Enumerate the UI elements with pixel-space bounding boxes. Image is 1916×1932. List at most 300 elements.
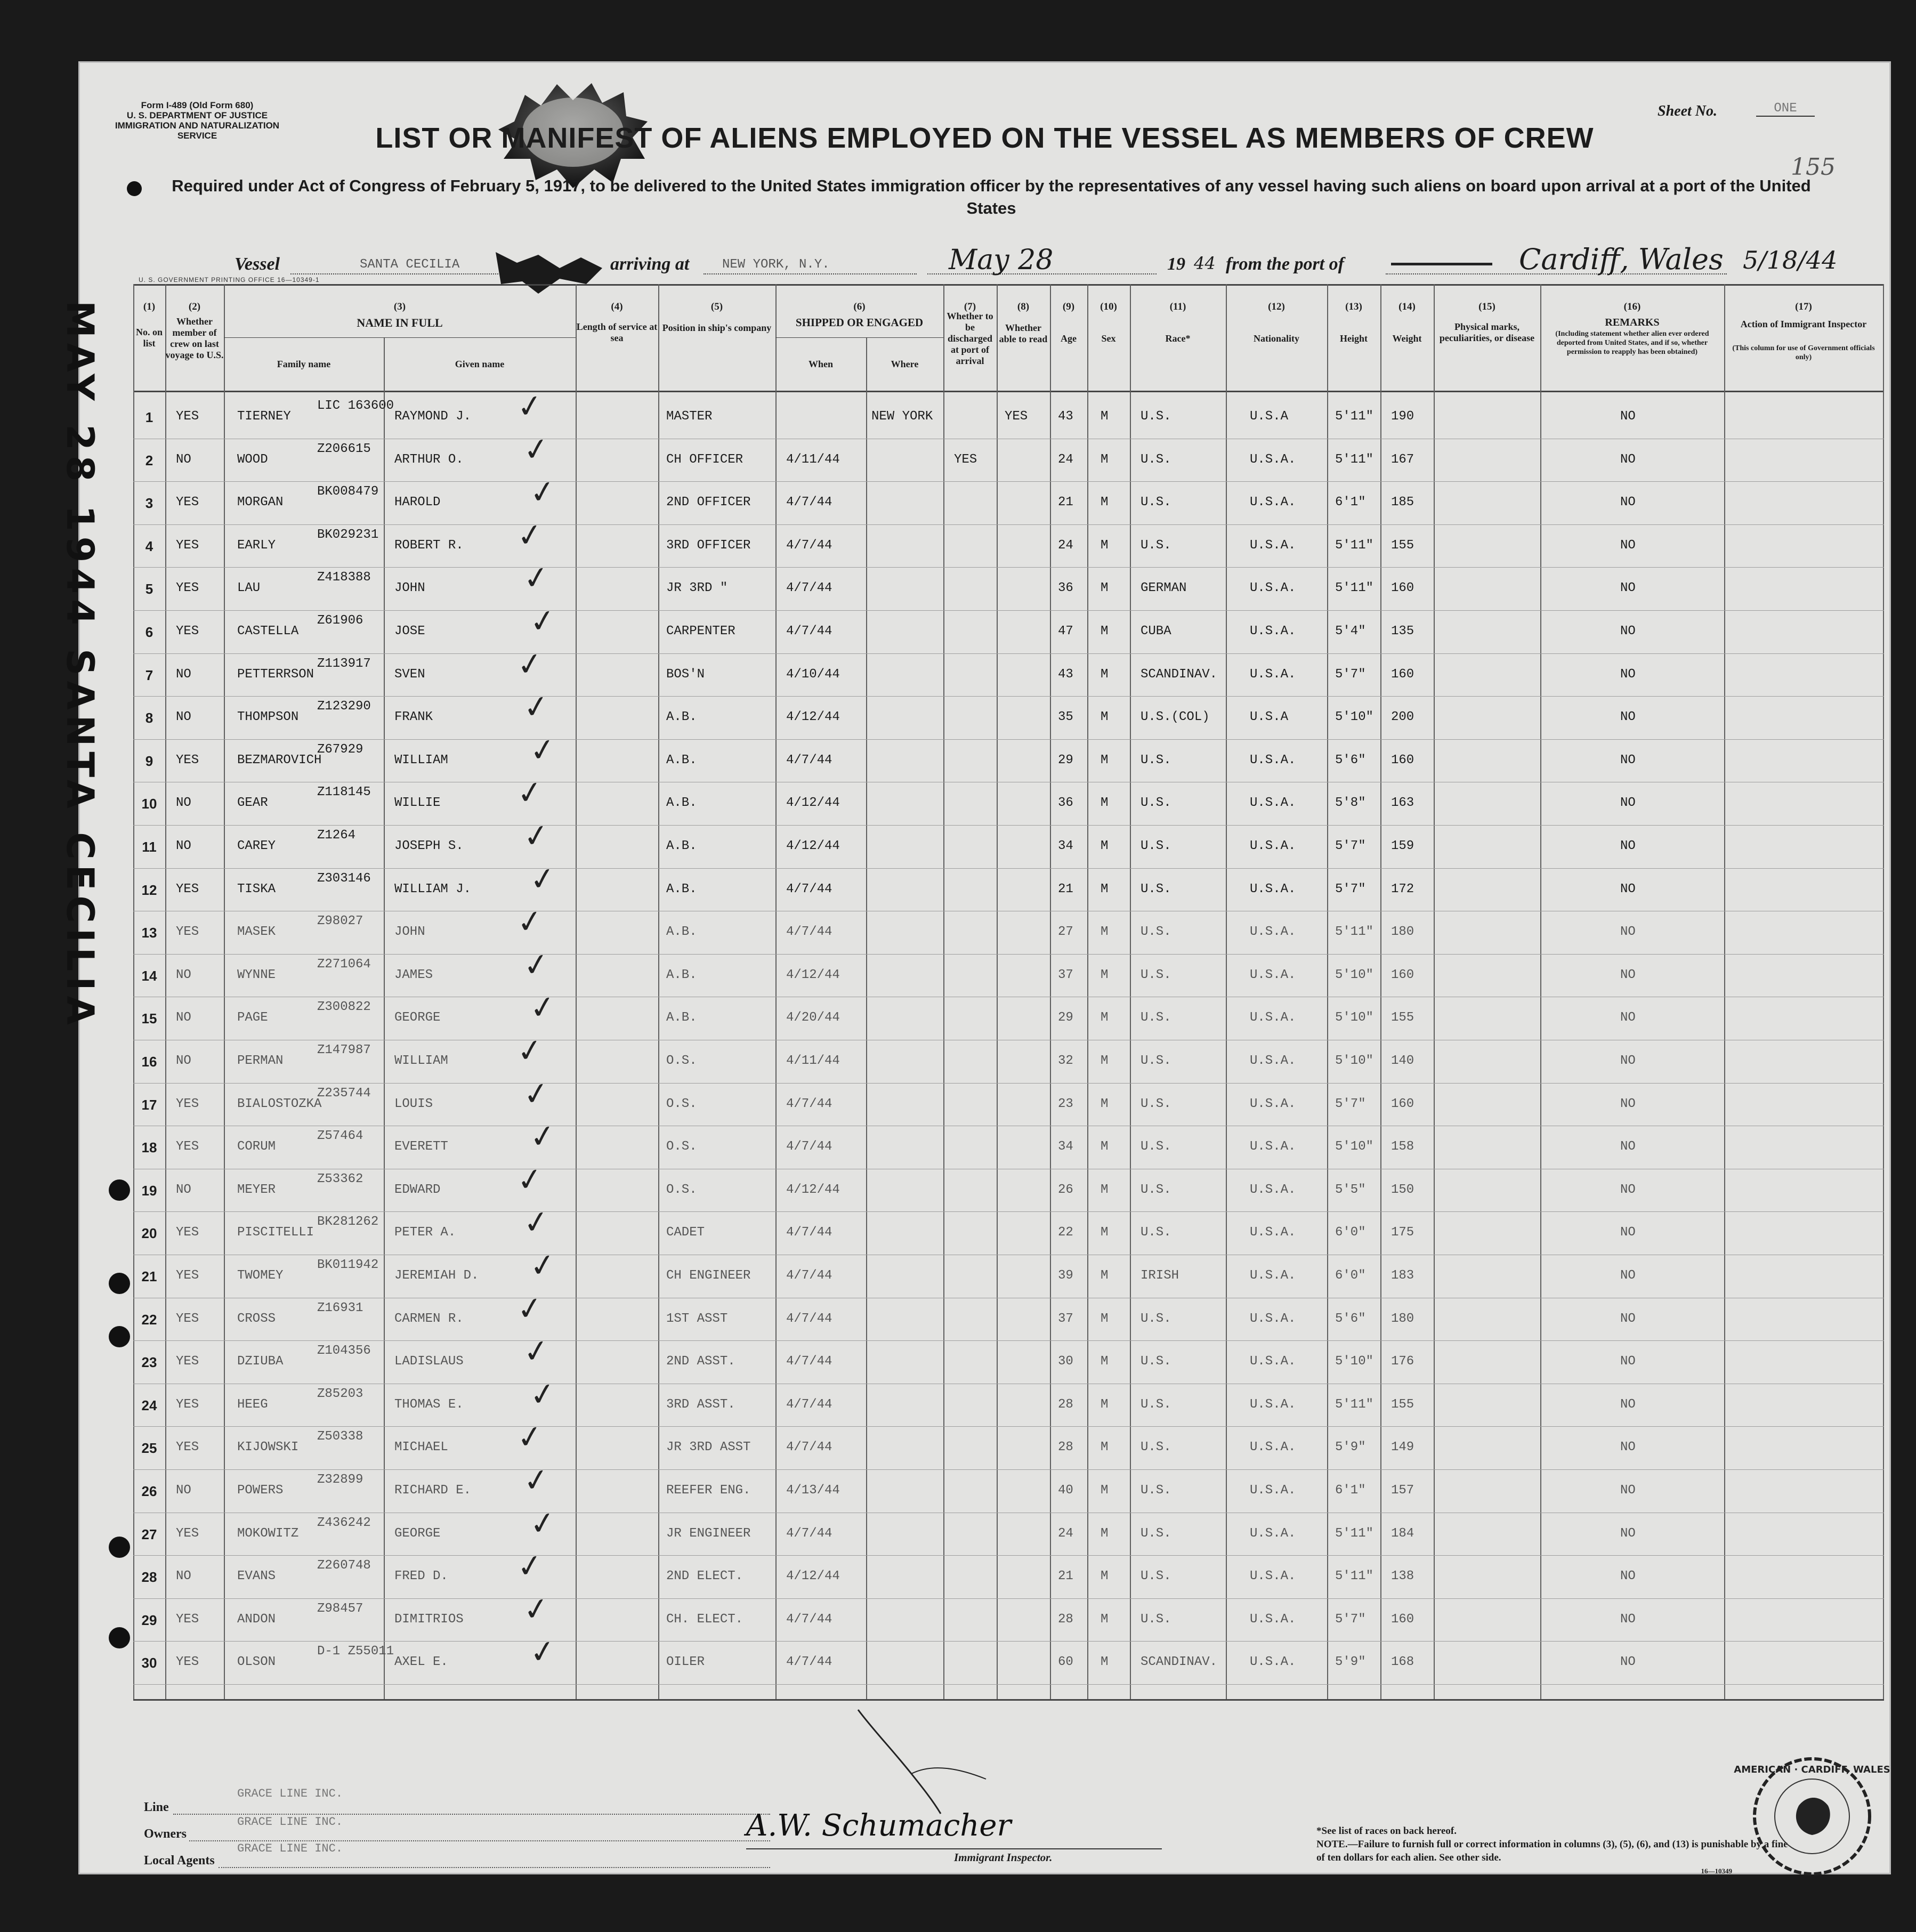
agents-value: GRACE LINE INC.: [237, 1842, 343, 1855]
given-name-cell: JOHN: [394, 925, 425, 940]
height-cell: 5'8": [1335, 796, 1366, 811]
position-cell: REEFER ENG.: [666, 1483, 751, 1498]
remarks-cell: NO: [1620, 710, 1636, 725]
header-discharged: Whether to be discharged at port of arrival: [947, 311, 993, 366]
book-number-cell: Z53362: [317, 1171, 363, 1186]
manifest-sheet: [58, 63, 1890, 1875]
checkmark-icon: ✓: [514, 773, 546, 813]
age-cell: 40: [1058, 1483, 1073, 1498]
height-cell: 6'0": [1335, 1268, 1366, 1283]
remarks-cell: NO: [1620, 1139, 1636, 1154]
header-where: Where: [891, 359, 919, 369]
book-number-cell: LIC 163600: [317, 399, 394, 413]
row-number-cell: 5: [145, 581, 153, 597]
height-cell: 5'6": [1335, 753, 1366, 767]
shipped-when-cell: 4/7/44: [786, 1225, 832, 1240]
year-suffix: 44: [1194, 253, 1216, 273]
race-cell: U.S.: [1141, 1011, 1171, 1025]
position-cell: A.B.: [666, 796, 697, 811]
age-cell: 30: [1058, 1354, 1073, 1369]
shipped-when-cell: 4/7/44: [786, 495, 832, 510]
sex-cell: M: [1101, 1612, 1109, 1627]
book-number-cell: Z300822: [317, 1000, 371, 1015]
header-action-note: (This column for use of Government officials only): [1732, 344, 1875, 361]
age-cell: 43: [1058, 409, 1073, 424]
race-cell: CUBA: [1141, 624, 1171, 638]
owners-rule: [189, 1840, 770, 1841]
given-name-cell: FRANK: [394, 710, 433, 725]
checkmark-icon: ✓: [514, 644, 546, 684]
checkmark-icon: ✓: [521, 944, 552, 984]
race-cell: U.S.: [1141, 882, 1171, 896]
binder-hole: [109, 1179, 130, 1201]
table-row-rule: [133, 1469, 1884, 1470]
height-cell: 5'10": [1335, 967, 1374, 982]
row-number-cell: 16: [141, 1054, 157, 1070]
weight-cell: 160: [1391, 753, 1414, 767]
race-cell: U.S.: [1141, 1225, 1171, 1240]
last-voyage-cell: YES: [176, 538, 199, 553]
footer-note: [1316, 1824, 1796, 1878]
arriving-label: arriving at: [610, 254, 690, 274]
family-name-cell: BIALOSTOZKA: [237, 1096, 322, 1111]
family-name-cell: CASTELLA: [237, 624, 299, 638]
nationality-cell: U.S.A.: [1250, 1054, 1296, 1068]
given-name-cell: JOSEPH S.: [394, 839, 464, 853]
nationality-cell: U.S.A.: [1250, 495, 1296, 510]
col-rule: [1434, 284, 1435, 1699]
col-rule: [943, 284, 944, 1699]
nationality-cell: U.S.A.: [1250, 1526, 1296, 1541]
family-name-cell: MOKOWITZ: [237, 1526, 299, 1541]
position-cell: 3RD OFFICER: [666, 538, 751, 553]
height-cell: 6'1": [1335, 495, 1366, 510]
last-voyage-cell: YES: [176, 1526, 199, 1541]
remarks-cell: NO: [1620, 753, 1636, 767]
sex-cell: M: [1101, 1397, 1109, 1412]
checkmark-icon: ✓: [514, 1159, 546, 1199]
age-cell: 27: [1058, 925, 1073, 940]
header-weight: Weight: [1392, 333, 1422, 344]
shipped-when-cell: 4/10/44: [786, 667, 840, 682]
weight-cell: 155: [1391, 538, 1414, 553]
book-number-cell: Z118145: [317, 785, 371, 800]
age-cell: 21: [1058, 882, 1073, 896]
height-cell: 5'10": [1335, 1354, 1374, 1369]
height-cell: 5'7": [1335, 1096, 1366, 1111]
family-name-cell: WOOD: [237, 452, 268, 467]
family-name-cell: KIJOWSKI: [237, 1440, 299, 1455]
given-name-cell: DIMITRIOS: [394, 1612, 464, 1627]
race-cell: SCANDINAV.: [1141, 667, 1218, 682]
col-rule: [384, 337, 385, 1699]
form-service-line: IMMIGRATION AND NATURALIZATION SERVICE: [115, 120, 280, 141]
position-cell: 2ND ASST.: [666, 1354, 735, 1369]
struck-out-port: [1391, 263, 1492, 265]
height-cell: 5'4": [1335, 624, 1366, 638]
family-name-cell: POWERS: [237, 1483, 284, 1498]
book-number-cell: BK029231: [317, 527, 379, 542]
family-name-cell: THOMPSON: [237, 710, 299, 725]
col-rule: [1724, 284, 1725, 1699]
family-name-cell: GEAR: [237, 796, 268, 811]
book-number-cell: Z67929: [317, 742, 363, 757]
weight-cell: 160: [1391, 967, 1414, 982]
sex-cell: M: [1101, 452, 1109, 467]
remarks-cell: NO: [1620, 796, 1636, 811]
row-number-cell: 17: [141, 1096, 157, 1113]
discharged-cell: YES: [954, 452, 977, 467]
col-number: (1): [143, 301, 156, 312]
table-row-rule: [133, 1426, 1884, 1427]
table-top-rule: [133, 284, 1884, 286]
position-cell: CH. ELECT.: [666, 1612, 743, 1627]
races-note: *See list of races on back hereof.: [1316, 1825, 1457, 1837]
row-number-cell: 6: [145, 624, 153, 640]
race-cell: U.S.: [1141, 1440, 1171, 1455]
weight-cell: 160: [1391, 667, 1414, 682]
height-cell: 5'11": [1335, 1397, 1374, 1412]
position-cell: A.B.: [666, 967, 697, 982]
height-cell: 6'0": [1335, 1225, 1366, 1240]
age-cell: 32: [1058, 1054, 1073, 1068]
table-row-rule: [133, 1083, 1884, 1084]
weight-cell: 155: [1391, 1397, 1414, 1412]
col-rule: [1050, 284, 1051, 1699]
form-id-line: Form I-489 (Old Form 680): [141, 100, 254, 110]
row-number-cell: 3: [145, 495, 153, 512]
family-name-cell: WYNNE: [237, 967, 276, 982]
row-number-cell: 1: [145, 409, 153, 425]
given-name-cell: JEREMIAH D.: [394, 1268, 479, 1283]
col-number: (13): [1345, 301, 1362, 312]
height-cell: 5'9": [1335, 1655, 1366, 1670]
row-number-cell: 9: [145, 753, 153, 769]
book-number-cell: Z235744: [317, 1086, 371, 1101]
header-position: Position in ship's company: [662, 322, 772, 333]
nationality-cell: U.S.A.: [1250, 1569, 1296, 1584]
name-subheader-rule: [224, 337, 576, 338]
nationality-cell: U.S.A.: [1250, 1440, 1296, 1455]
race-cell: U.S.: [1141, 1397, 1171, 1412]
line-value: GRACE LINE INC.: [237, 1787, 343, 1800]
col-rule: [658, 284, 659, 1699]
shipped-when-cell: 4/7/44: [786, 1139, 832, 1154]
age-cell: 24: [1058, 452, 1073, 467]
sex-cell: M: [1101, 796, 1109, 811]
given-name-cell: GEORGE: [394, 1526, 441, 1541]
checkmark-icon: ✓: [527, 988, 559, 1028]
age-cell: 34: [1058, 1139, 1073, 1154]
book-number-cell: Z147987: [317, 1043, 371, 1057]
nationality-cell: U.S.A.: [1250, 1354, 1296, 1369]
sex-cell: M: [1101, 1182, 1109, 1197]
book-number-cell: BK011942: [317, 1258, 379, 1272]
nationality-cell: U.S.A.: [1250, 796, 1296, 811]
header-physical-marks: Physical marks, peculiarities, or disease: [1439, 321, 1535, 343]
race-cell: U.S.: [1141, 1139, 1171, 1154]
table-row-rule: [133, 524, 1884, 525]
checkmark-icon: ✓: [527, 1374, 559, 1414]
family-name-cell: EARLY: [237, 538, 276, 553]
race-cell: SCANDINAV.: [1141, 1655, 1218, 1670]
nationality-cell: U.S.A: [1250, 710, 1289, 725]
weight-cell: 200: [1391, 710, 1414, 725]
shipped-when-cell: 4/12/44: [786, 967, 840, 982]
race-cell: U.S.: [1141, 796, 1171, 811]
row-number-cell: 8: [145, 710, 153, 726]
header-shipped: SHIPPED OR ENGAGED: [795, 316, 924, 329]
inspector-signature: A.W. Schumacher: [746, 1808, 1012, 1843]
penalty-note: NOTE.—Failure to furnish full or correct information in columns (3), (5), (6), and (13) is punishable by a fine of ten dollars for each alien. See other side.: [1316, 1839, 1788, 1863]
book-number-cell: Z85203: [317, 1386, 363, 1401]
position-cell: CH OFFICER: [666, 452, 743, 467]
race-cell: U.S.: [1141, 495, 1171, 510]
last-voyage-cell: NO: [176, 1182, 191, 1197]
col-number: (9): [1062, 301, 1075, 312]
from-port-label: from the port of: [1226, 254, 1344, 274]
table-row-rule: [133, 1211, 1884, 1212]
nationality-cell: U.S.A.: [1250, 1096, 1296, 1111]
family-name-cell: BEZMAROVICH: [237, 753, 322, 767]
given-name-cell: PETER A.: [394, 1225, 456, 1240]
family-name-cell: MEYER: [237, 1182, 276, 1197]
remarks-cell: NO: [1620, 1311, 1636, 1326]
col-number: (17): [1795, 301, 1812, 312]
weight-cell: 160: [1391, 581, 1414, 596]
age-cell: 60: [1058, 1655, 1073, 1670]
last-voyage-cell: NO: [176, 1569, 191, 1584]
position-cell: O.S.: [666, 1182, 697, 1197]
height-cell: 5'7": [1335, 1612, 1366, 1627]
nationality-cell: U.S.A.: [1250, 1011, 1296, 1025]
agents-rule: [219, 1867, 770, 1868]
book-number-cell: Z50338: [317, 1429, 363, 1444]
year-prefix: 19: [1167, 254, 1185, 274]
given-name-cell: MICHAEL: [394, 1440, 448, 1455]
checkmark-icon: ✓: [514, 902, 546, 942]
nationality-cell: U.S.A.: [1250, 1225, 1296, 1240]
remarks-cell: NO: [1620, 667, 1636, 682]
table-row-rule: [133, 1598, 1884, 1599]
given-name-cell: EVERETT: [394, 1139, 448, 1154]
height-cell: 5'11": [1335, 452, 1374, 467]
sex-cell: M: [1101, 710, 1109, 725]
table-row-rule: [133, 1555, 1884, 1556]
remarks-cell: NO: [1620, 925, 1636, 940]
header-nationality: Nationality: [1253, 333, 1299, 344]
given-name-cell: JOHN: [394, 581, 425, 596]
last-voyage-cell: YES: [176, 1268, 199, 1283]
header-age: Age: [1061, 333, 1077, 344]
sex-cell: M: [1101, 581, 1109, 596]
shipped-when-cell: 4/7/44: [786, 1440, 832, 1455]
position-cell: MASTER: [666, 409, 713, 424]
book-number-cell: Z98027: [317, 914, 363, 929]
table-row-rule: [133, 868, 1884, 869]
age-cell: 36: [1058, 796, 1073, 811]
sex-cell: M: [1101, 624, 1109, 638]
remarks-cell: NO: [1620, 409, 1636, 424]
weight-cell: 167: [1391, 452, 1414, 467]
shipped-subheader-rule: [775, 337, 943, 338]
position-cell: OILER: [666, 1655, 705, 1670]
given-name-cell: ARTHUR O.: [394, 452, 464, 467]
family-name-cell: HEEG: [237, 1397, 268, 1412]
table-row-rule: [133, 825, 1884, 826]
age-cell: 28: [1058, 1440, 1073, 1455]
shipped-when-cell: 4/7/44: [786, 882, 832, 896]
col-rule: [1380, 284, 1381, 1699]
table-row-rule: [133, 1340, 1884, 1341]
nationality-cell: U.S.A.: [1250, 882, 1296, 896]
col-number: (15): [1478, 301, 1495, 312]
col-number: (16): [1623, 301, 1641, 312]
signature-rule: [746, 1848, 1162, 1849]
last-voyage-cell: NO: [176, 1483, 191, 1498]
checkmark-icon: ✓: [514, 1288, 546, 1328]
last-voyage-cell: YES: [176, 925, 199, 940]
height-cell: 5'10": [1335, 1054, 1374, 1068]
header-given-name: Given name: [455, 359, 505, 369]
height-cell: 5'11": [1335, 1569, 1374, 1584]
weight-cell: 184: [1391, 1526, 1414, 1541]
family-name-cell: PISCITELLI: [237, 1225, 314, 1240]
age-cell: 37: [1058, 967, 1073, 982]
form-department-line: U. S. DEPARTMENT OF JUSTICE: [126, 110, 268, 120]
arrival-date: May 28: [949, 244, 1054, 276]
checkmark-icon: ✓: [527, 1503, 559, 1543]
sheet-number-label: Sheet No.: [1658, 103, 1717, 119]
remarks-cell: NO: [1620, 1655, 1636, 1670]
family-name-cell: TISKA: [237, 882, 276, 896]
weight-cell: 155: [1391, 1011, 1414, 1025]
position-cell: 2ND ELECT.: [666, 1569, 743, 1584]
sex-cell: M: [1101, 1268, 1109, 1283]
nationality-cell: U.S.A.: [1250, 925, 1296, 940]
table-border-right: [1883, 284, 1884, 1699]
sex-cell: M: [1101, 882, 1109, 896]
race-cell: U.S.: [1141, 1354, 1171, 1369]
checkmark-icon: ✓: [521, 687, 552, 727]
given-name-cell: FRED D.: [394, 1569, 448, 1584]
remarks-cell: NO: [1620, 624, 1636, 638]
sex-cell: M: [1101, 495, 1109, 510]
col-rule: [1087, 284, 1088, 1699]
family-name-cell: OLSON: [237, 1655, 276, 1670]
table-row-rule: [133, 1641, 1884, 1642]
height-cell: 5'6": [1335, 1311, 1366, 1326]
agents-label: Local Agents: [144, 1854, 215, 1868]
book-number-cell: BK008479: [317, 484, 379, 499]
nationality-cell: U.S.A.: [1250, 1182, 1296, 1197]
last-voyage-cell: YES: [176, 1440, 199, 1455]
family-name-cell: TIERNEY: [237, 409, 291, 424]
checkmark-icon: ✓: [514, 1417, 546, 1457]
page-number: 155: [1791, 153, 1836, 181]
last-voyage-cell: YES: [176, 1612, 199, 1627]
last-voyage-cell: YES: [176, 882, 199, 896]
position-cell: O.S.: [666, 1054, 697, 1068]
row-number-cell: 28: [141, 1569, 157, 1586]
book-number-cell: Z123290: [317, 699, 371, 714]
row-number-cell: 7: [145, 667, 153, 683]
remarks-cell: NO: [1620, 967, 1636, 982]
col-rule: [866, 337, 867, 1699]
row-number-cell: 29: [141, 1612, 157, 1628]
age-cell: 37: [1058, 1311, 1073, 1326]
binder-hole: [127, 181, 142, 196]
checkmark-icon: ✓: [527, 730, 559, 770]
given-name-cell: GEORGE: [394, 1011, 441, 1025]
height-cell: 5'5": [1335, 1182, 1366, 1197]
shipped-when-cell: 4/7/44: [786, 538, 832, 553]
given-name-cell: AXEL E.: [394, 1655, 448, 1670]
family-name-cell: DZIUBA: [237, 1354, 284, 1369]
family-name-cell: PERMAN: [237, 1054, 284, 1068]
col-number: (11): [1169, 301, 1186, 312]
last-voyage-cell: YES: [176, 1354, 199, 1369]
nationality-cell: U.S.A.: [1250, 753, 1296, 767]
height-cell: 5'11": [1335, 538, 1374, 553]
row-number-cell: 12: [141, 882, 157, 898]
nationality-cell: U.S.A.: [1250, 839, 1296, 853]
age-cell: 23: [1058, 1096, 1073, 1111]
book-number-cell: BK281262: [317, 1215, 379, 1230]
last-voyage-cell: YES: [176, 581, 199, 596]
row-number-cell: 25: [141, 1440, 157, 1457]
last-voyage-cell: YES: [176, 1225, 199, 1240]
last-voyage-cell: NO: [176, 452, 191, 467]
remarks-cell: NO: [1620, 1054, 1636, 1068]
weight-cell: 175: [1391, 1225, 1414, 1240]
age-cell: 26: [1058, 1182, 1073, 1197]
nationality-cell: U.S.A.: [1250, 1397, 1296, 1412]
line-rule: [173, 1814, 770, 1815]
header-sex: Sex: [1101, 333, 1116, 344]
book-number-cell: Z98457: [317, 1601, 363, 1616]
checkmark-icon: ✓: [527, 1117, 559, 1157]
height-cell: 5'10": [1335, 710, 1374, 725]
position-cell: JR 3RD ASST: [666, 1440, 751, 1455]
last-voyage-cell: YES: [176, 1311, 199, 1326]
age-cell: 21: [1058, 1569, 1073, 1584]
position-cell: JR ENGINEER: [666, 1526, 751, 1541]
age-cell: 29: [1058, 1011, 1073, 1025]
position-cell: CARPENTER: [666, 624, 735, 638]
checkmark-icon: ✓: [521, 1202, 552, 1242]
height-cell: 5'7": [1335, 882, 1366, 896]
row-number-cell: 15: [141, 1011, 157, 1027]
remarks-cell: NO: [1620, 1526, 1636, 1541]
age-cell: 21: [1058, 495, 1073, 510]
height-cell: 5'11": [1335, 409, 1374, 424]
sheet-number-value: ONE: [1756, 101, 1815, 117]
shipped-where-cell: NEW YORK: [871, 409, 933, 424]
position-cell: BOS'N: [666, 667, 705, 682]
able-to-read-cell: YES: [1005, 409, 1028, 424]
row-number-cell: 24: [141, 1397, 157, 1413]
last-voyage-cell: YES: [176, 409, 199, 424]
checkmark-icon: ✓: [527, 859, 559, 899]
book-number-cell: Z418388: [317, 570, 371, 585]
header-family-name: Family name: [277, 359, 331, 369]
shipped-when-cell: 4/7/44: [786, 753, 832, 767]
shipped-when-cell: 4/7/44: [786, 624, 832, 638]
race-cell: U.S.: [1141, 925, 1171, 940]
sex-cell: M: [1101, 1354, 1109, 1369]
checkmark-icon: ✓: [521, 1073, 552, 1113]
